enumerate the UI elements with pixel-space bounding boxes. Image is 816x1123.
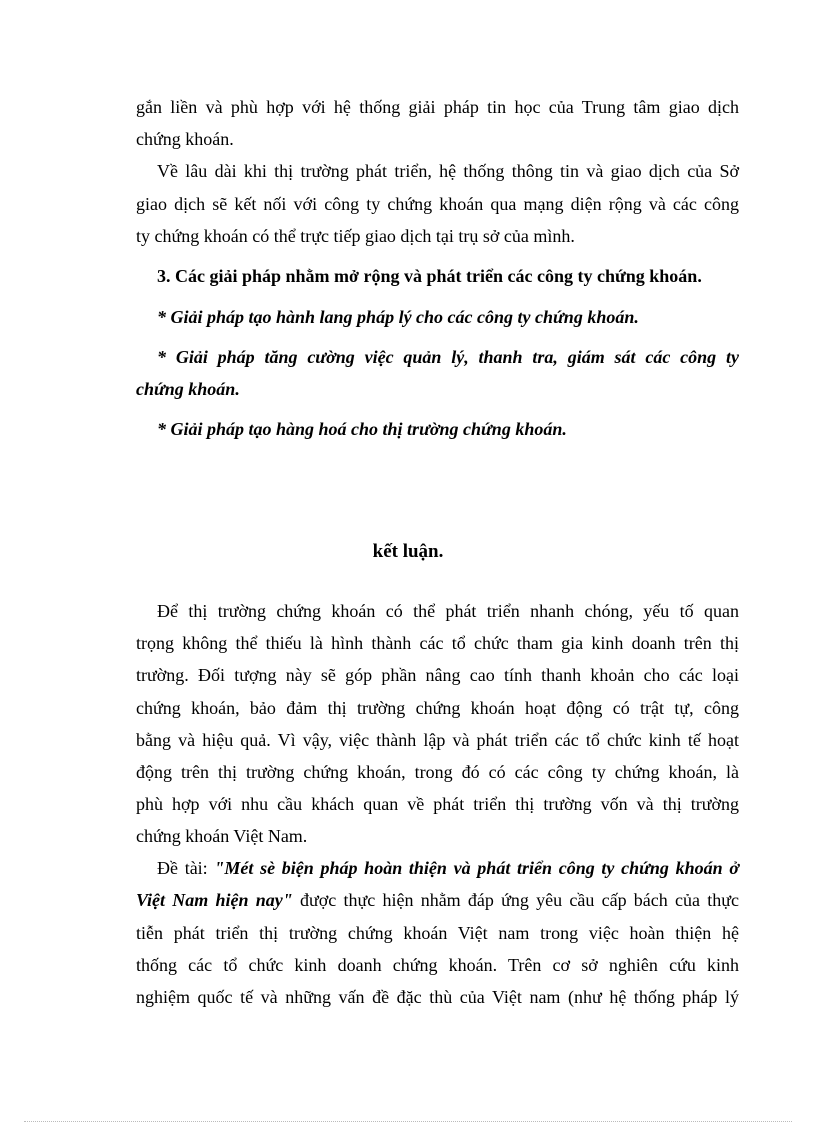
body-text: được thực hiện nhằm đáp ứng yêu cầu cấp bách của thực xyxy=(292,890,739,910)
body-line: trường. Đối tượng này sẽ góp phần nâng cao tính thanh khoản cho các loại xyxy=(136,665,739,685)
page-bottom-rule xyxy=(24,1121,792,1122)
body-line: phù hợp với nhu cầu khách quan về phát triển thị trường vốn và thị trường xyxy=(136,794,739,814)
body-line: trọng không thể thiếu là hình thành các tổ chức tham gia kinh doanh trên thị xyxy=(136,633,739,653)
body-line: chứng khoán Việt Nam. xyxy=(136,826,308,846)
bullet-item: * Giải pháp tạo hành lang pháp lý cho các công ty chứng khoán. xyxy=(157,307,639,327)
conclusion-title: kết luận. xyxy=(372,541,444,562)
body-line: ty chứng khoán có thể trực tiếp giao dịch tại trụ sở của mình. xyxy=(136,226,575,246)
topic-title: "Mét sè biện pháp hoàn thiện và phát triển công ty chứng khoán ở xyxy=(214,858,739,878)
body-line: chứng khoán. xyxy=(136,129,234,149)
bullet-item: * Giải pháp tạo hàng hoá cho thị trường chứng khoán. xyxy=(157,419,567,439)
section-heading: 3. Các giải pháp nhằm mở rộng và phát triển các công ty chứng khoán. xyxy=(157,266,702,286)
topic-prefix: Đề tài: xyxy=(157,858,215,878)
body-line: động trên thị trường chứng khoán, trong đó có các công ty chứng khoán, là xyxy=(136,762,739,782)
body-line: chứng khoán, bảo đảm thị trường chứng khoán hoạt động có trật tự, công xyxy=(136,698,739,718)
body-line: bằng và hiệu quả. Vì vậy, việc thành lập và phát triển các tổ chức kinh tế hoạt xyxy=(136,730,739,750)
body-line: Về lâu dài khi thị trường phát triển, hệ thống thông tin và giao dịch của Sở xyxy=(157,161,739,181)
body-line: gắn liền và phù hợp với hệ thống giải pháp tin học của Trung tâm giao dịch xyxy=(136,97,739,117)
body-line: nghiệm quốc tế và những vấn đề đặc thù của Việt nam (như hệ thống pháp lý xyxy=(136,987,739,1007)
body-line xyxy=(157,857,739,879)
body-line xyxy=(136,889,739,911)
bullet-item: chứng khoán. xyxy=(136,379,240,399)
bullet-item: * Giải pháp tăng cường việc quản lý, thanh tra, giám sát các công ty xyxy=(157,347,739,367)
topic-title: Việt Nam hiện nay" xyxy=(136,890,293,910)
body-line: thống các tổ chức kinh doanh chứng khoán. Trên cơ sở nghiên cứu kinh xyxy=(136,955,739,975)
body-line: giao dịch sẽ kết nối với công ty chứng khoán qua mạng diện rộng và các công xyxy=(136,194,739,214)
body-line: Để thị trường chứng khoán có thể phát triển nhanh chóng, yếu tố quan xyxy=(157,601,739,621)
body-line: tiễn phát triển thị trường chứng khoán Việt nam trong việc hoàn thiện hệ xyxy=(136,923,739,943)
